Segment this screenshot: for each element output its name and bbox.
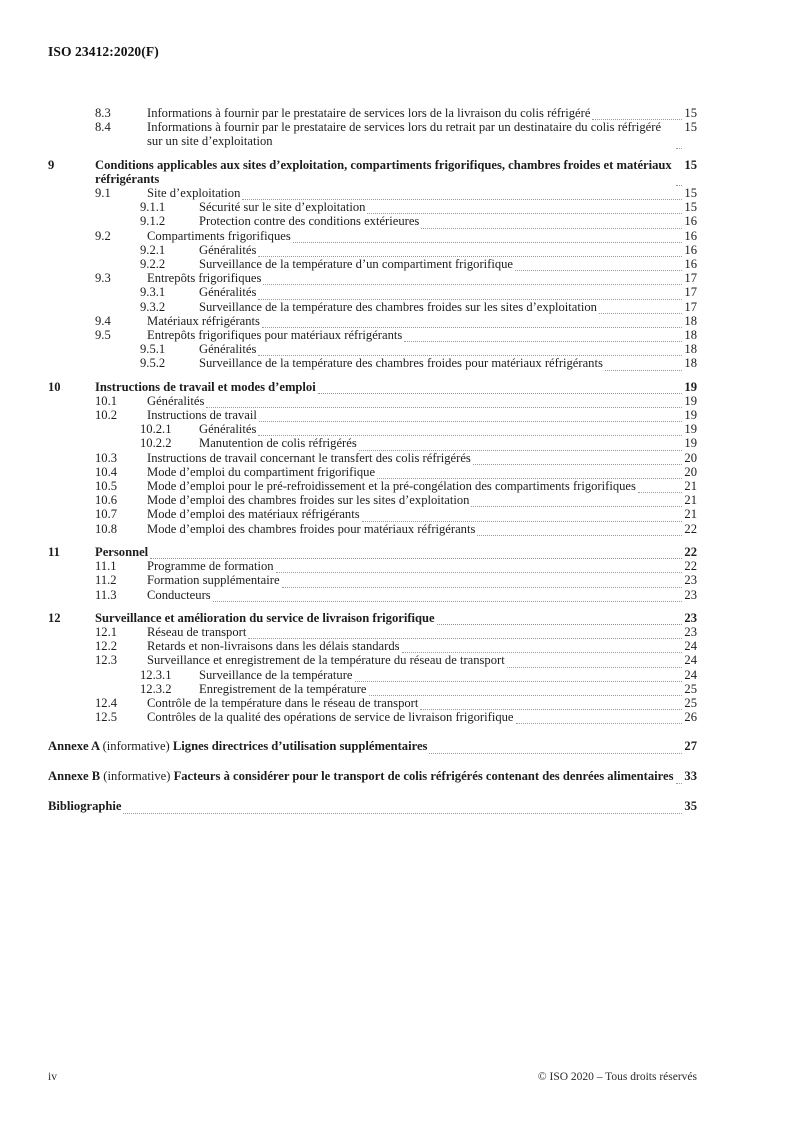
toc-entry-title: Compartiments frigorifiques (147, 228, 291, 243)
toc-leader-dots (515, 261, 682, 271)
toc-entry-title: Surveillance de la température d’un compartiment frigorifique (199, 257, 514, 272)
toc-entry-body (147, 394, 697, 408)
toc-entry-page: 26 (684, 710, 697, 725)
toc-entry-title: Retards et non-livraisons dans les délais standards (147, 639, 400, 654)
toc-entry-number: 12.4 (95, 695, 118, 710)
toc-annex-title: Facteurs à considérer pour le transport de colis réfrigérés contenant des denrées alimentaires (170, 769, 674, 784)
toc-entry-body (147, 573, 697, 587)
toc-entry-number: 12.1 (95, 624, 118, 639)
toc-annex-body (48, 769, 697, 784)
toc-entry-number: 10.6 (95, 493, 118, 508)
toc-entry-title: Formation supplémentaire (147, 573, 280, 588)
toc-entry[interactable] (48, 668, 697, 682)
toc-annex-prefix: Annexe A (48, 739, 103, 754)
toc-entry[interactable] (48, 243, 697, 257)
toc-entry-title: Surveillance et amélioration du service de livraison frigorifique (95, 610, 435, 625)
table-of-contents (48, 106, 697, 814)
toc-entry-page: 19 (684, 379, 697, 394)
toc-leader-dots (293, 233, 683, 243)
toc-entry-number: 9.3 (95, 271, 111, 286)
toc-entry[interactable] (48, 285, 697, 299)
toc-entry-number: 11.2 (95, 573, 117, 588)
toc-annex-page: 33 (684, 769, 697, 784)
toc-leader-dots (359, 441, 683, 451)
toc-entry-page: 23 (684, 624, 697, 639)
toc-entry-page: 15 (684, 120, 697, 135)
toc-leader-dots (421, 219, 682, 229)
toc-entry-body (147, 588, 697, 602)
toc-entry-body (147, 696, 697, 710)
toc-leader-dots (213, 592, 683, 602)
toc-entry-number: 10.3 (95, 450, 118, 465)
toc-entry-page: 18 (684, 328, 697, 343)
toc-entry-body (147, 710, 697, 724)
toc-entry[interactable] (48, 328, 697, 342)
toc-leader-dots (676, 176, 682, 186)
toc-entry-page: 23 (684, 610, 697, 625)
toc-leader-dots (355, 672, 683, 682)
toc-leader-dots (276, 563, 683, 573)
toc-entry-title: Mode d’emploi des chambres froides pour matériaux réfrigérants (147, 521, 476, 536)
toc-entry-title: Surveillance et enregistrement de la température du réseau de transport (147, 653, 505, 668)
toc-entry-body (199, 257, 697, 271)
toc-entry-title: Mode d’emploi pour le pré-refroidissement et la pré-congélation des compartiments frigorifiques (147, 479, 636, 494)
toc-entry-body (199, 200, 697, 214)
toc-entry[interactable] (48, 696, 697, 710)
toc-entry-number: 9.1.1 (140, 200, 166, 215)
toc-entry[interactable] (48, 545, 697, 559)
toc-entry-title: Instructions de travail et modes d’emploi (95, 379, 316, 394)
toc-annex-body (48, 739, 697, 754)
toc-entry-page: 23 (684, 587, 697, 602)
toc-entry-number: 8.4 (95, 120, 111, 135)
toc-leader-dots (206, 398, 682, 408)
toc-leader-dots (258, 426, 682, 436)
toc-entry-title: Protection contre des conditions extérieures (199, 214, 420, 229)
toc-entry-title: Enregistrement de la température (199, 681, 367, 696)
toc-leader-dots (318, 384, 683, 394)
toc-entry-page: 19 (684, 422, 697, 437)
toc-entry-page: 21 (684, 479, 697, 494)
toc-leader-dots (638, 483, 683, 493)
toc-entry-body (147, 328, 697, 342)
toc-annex-title-wrap (48, 769, 674, 784)
toc-leader-dots (282, 578, 683, 588)
toc-entry[interactable] (48, 653, 697, 667)
toc-bibliography-page: 35 (684, 799, 697, 814)
toc-entry[interactable] (48, 559, 697, 573)
toc-entry-title: Sécurité sur le site d’exploitation (199, 200, 366, 215)
toc-entry-title: Contrôle de la température dans le réseau de transport (147, 695, 419, 710)
toc-entry-number: 12.2 (95, 639, 118, 654)
toc-leader-dots (592, 110, 682, 120)
toc-entry-title: Personnel (95, 544, 149, 559)
toc-entry-page: 24 (684, 653, 697, 668)
toc-entry-page: 19 (684, 436, 697, 451)
toc-entry[interactable] (48, 625, 697, 639)
toc-entry-number: 9.1 (95, 186, 111, 201)
toc-entry-body (147, 120, 697, 148)
toc-entry-title: Mode d’emploi du compartiment frigorifique (147, 464, 376, 479)
toc-leader-dots (437, 615, 683, 625)
toc-entry[interactable] (48, 465, 697, 479)
toc-entry-body (147, 507, 697, 521)
toc-entry-title: Informations à fournir par le prestataire de services lors de la livraison du colis réfrigéré (147, 106, 591, 120)
toc-entry[interactable] (48, 611, 697, 625)
toc-entry-title: Surveillance de la température (199, 667, 353, 682)
toc-entry-body (199, 214, 697, 228)
toc-entry-title: Instructions de travail concernant le transfert des colis réfrigérés (147, 450, 471, 465)
toc-annex-prefix: Annexe B (48, 769, 104, 784)
toc-leader-dots (471, 497, 682, 507)
toc-entry-body (95, 380, 697, 394)
toc-entry-page: 24 (684, 667, 697, 682)
toc-entry-number: 9.2.1 (140, 242, 166, 257)
toc-entry-body (199, 342, 697, 356)
toc-entry-page: 24 (684, 639, 697, 654)
toc-entry[interactable] (48, 186, 697, 200)
toc-entry-body (147, 522, 697, 536)
toc-entry-body (147, 314, 697, 328)
toc-entry-page: 18 (684, 342, 697, 357)
toc-entry-number: 10.2.1 (140, 422, 172, 437)
toc-leader-dots (429, 744, 682, 754)
toc-entry-page: 17 (684, 285, 697, 300)
toc-entry-page: 19 (684, 393, 697, 408)
toc-entry[interactable] (48, 408, 697, 422)
toc-entry-page: 21 (684, 507, 697, 522)
toc-entry-body (147, 479, 697, 493)
toc-entry-title: Généralités (199, 285, 257, 300)
toc-leader-dots (369, 686, 683, 696)
toc-entry-title: Instructions de travail (147, 408, 257, 423)
toc-entry-body (147, 186, 697, 200)
toc-entry-title: Programme de formation (147, 559, 274, 574)
toc-leader-dots (402, 643, 683, 653)
toc-entry-number: 12 (48, 610, 61, 625)
toc-entry[interactable] (48, 507, 697, 521)
toc-entry-number: 10.1 (95, 393, 118, 408)
toc-annex-entry[interactable] (48, 769, 697, 784)
toc-entry-page: 22 (684, 544, 697, 559)
toc-leader-dots (258, 247, 682, 257)
toc-entry-number: 9.3.2 (140, 299, 166, 314)
toc-entry-number: 9.5 (95, 328, 111, 343)
toc-leader-dots (242, 190, 682, 200)
footer-page-number: iv (48, 1071, 57, 1083)
toc-entry-number: 10.2.2 (140, 436, 172, 451)
toc-bibliography-body (48, 799, 697, 814)
toc-leader-dots (676, 139, 682, 149)
toc-leader-dots (123, 804, 682, 814)
toc-entry-body (199, 356, 697, 370)
toc-entry-title: Contrôles de la qualité des opérations de service de livraison frigorifique (147, 710, 514, 725)
toc-entry-title: Mode d’emploi des matériaux réfrigérants (147, 507, 360, 522)
toc-leader-dots (605, 361, 683, 371)
toc-entry-number: 10.7 (95, 507, 118, 522)
toc-entry-body (199, 243, 697, 257)
toc-entry-page: 21 (684, 493, 697, 508)
toc-entry-body (199, 668, 697, 682)
toc-entry-number: 9.2 (95, 228, 111, 243)
toc-entry[interactable] (48, 573, 697, 587)
toc-entry-title: Entrepôts frigorifiques (147, 271, 262, 286)
toc-entry-number: 12.3.1 (140, 667, 172, 682)
toc-entry-body (147, 451, 697, 465)
toc-entry-page: 16 (684, 242, 697, 257)
toc-entry-number: 12.3 (95, 653, 118, 668)
toc-entry-number: 9 (48, 157, 55, 172)
toc-entry-number: 10.2 (95, 408, 118, 423)
toc-entry-body (199, 285, 697, 299)
toc-entry-number: 11.1 (95, 559, 117, 574)
toc-entry-page: 15 (684, 186, 697, 201)
toc-leader-dots (362, 512, 683, 522)
toc-entry-body (95, 611, 697, 625)
toc-leader-dots (263, 275, 682, 285)
toc-entry-number: 9.5.1 (140, 342, 166, 357)
toc-entry-body (199, 682, 697, 696)
toc-entry-number: 8.3 (95, 106, 111, 120)
toc-entry[interactable] (48, 380, 697, 394)
toc-entry[interactable] (48, 493, 697, 507)
toc-entry-page: 20 (684, 464, 697, 479)
toc-entry-title: Informations à fournir par le prestataire de services lors du retrait par un destinataire du colis réfrigéré sur un site d’exploitation (147, 120, 662, 149)
toc-entry-page: 25 (684, 695, 697, 710)
toc-leader-dots (507, 658, 683, 668)
toc-leader-dots (367, 204, 682, 214)
toc-entry-body (147, 271, 697, 285)
toc-entry-number: 10.4 (95, 464, 118, 479)
toc-entry-title: Manutention de colis réfrigérés (199, 436, 357, 451)
toc-entry-page: 23 (684, 573, 697, 588)
toc-leader-dots (259, 412, 683, 422)
toc-leader-dots (258, 290, 682, 300)
toc-entry-number: 9.2.2 (140, 257, 166, 272)
toc-entry-number: 12.3.2 (140, 681, 172, 696)
toc-entry-title: Mode d’emploi des chambres froides sur les sites d’exploitation (147, 493, 470, 508)
document-reference-header: ISO 23412:2020(F) (48, 44, 159, 59)
toc-entry-number: 11.3 (95, 587, 117, 602)
toc-entry-page: 22 (684, 521, 697, 536)
toc-entry[interactable] (48, 451, 697, 465)
toc-entry-title: Généralités (147, 393, 205, 408)
toc-entry-body (95, 158, 697, 186)
toc-bibliography-entry[interactable] (48, 799, 697, 814)
toc-entry[interactable] (48, 106, 697, 120)
toc-entry-title: Généralités (199, 242, 257, 257)
toc-entry[interactable] (48, 356, 697, 370)
toc-entry[interactable] (48, 229, 697, 243)
toc-entry-body (147, 465, 697, 479)
toc-entry-body (199, 436, 697, 450)
toc-entry-title: Réseau de transport (147, 624, 247, 639)
toc-entry-page: 16 (684, 257, 697, 272)
toc-entry[interactable] (48, 436, 697, 450)
toc-entry-page: 20 (684, 450, 697, 465)
toc-entry-body (199, 422, 697, 436)
toc-entry[interactable] (48, 214, 697, 228)
toc-entry-page: 16 (684, 228, 697, 243)
toc-entry[interactable] (48, 200, 697, 214)
toc-entry-page: 19 (684, 408, 697, 423)
toc-entry[interactable] (48, 342, 697, 356)
toc-entry[interactable] (48, 394, 697, 408)
toc-entry-title: Conducteurs (147, 587, 211, 602)
toc-leader-dots (377, 469, 682, 479)
toc-leader-dots (477, 526, 682, 536)
toc-entry[interactable] (48, 710, 697, 724)
toc-entry[interactable] (48, 639, 697, 653)
toc-entry-page: 22 (684, 559, 697, 574)
toc-entry-title: Conditions applicables aux sites d’exploitation, compartiments frigorifiques, chambres froides et matériaux réfrigérants (95, 157, 672, 186)
toc-entry-number: 10.8 (95, 521, 118, 536)
toc-entry-page: 15 (684, 200, 697, 215)
toc-entry[interactable] (48, 522, 697, 536)
toc-entry[interactable] (48, 588, 697, 602)
toc-entry-title: Matériaux réfrigérants (147, 313, 260, 328)
toc-entry[interactable] (48, 257, 697, 271)
toc-entry-number: 9.1.2 (140, 214, 166, 229)
toc-entry-page: 18 (684, 356, 697, 371)
toc-leader-dots (516, 714, 683, 724)
toc-entry-title: Généralités (199, 422, 257, 437)
toc-leader-dots (473, 455, 683, 465)
toc-entry[interactable] (48, 682, 697, 696)
toc-entry-body (147, 559, 697, 573)
toc-entry-body (147, 229, 697, 243)
toc-entry-number: 10.5 (95, 479, 118, 494)
toc-entry-page: 16 (684, 214, 697, 229)
toc-leader-dots (258, 346, 682, 356)
toc-entry-title: Entrepôts frigorifiques pour matériaux réfrigérants (147, 328, 403, 343)
toc-annex-page: 27 (684, 739, 697, 754)
toc-leader-dots (676, 774, 683, 784)
toc-bibliography-title: Bibliographie (48, 799, 122, 814)
toc-entry-title: Surveillance de la température des chambres froides sur les sites d’exploitation (199, 299, 597, 314)
toc-entry-page: 17 (684, 299, 697, 314)
toc-entry[interactable] (48, 422, 697, 436)
toc-leader-dots (404, 332, 682, 342)
toc-entry-body (147, 653, 697, 667)
toc-entry-number: 11 (48, 544, 60, 559)
toc-entry-page: 15 (684, 106, 697, 120)
toc-entry-page: 25 (684, 681, 697, 696)
toc-entry-body (147, 493, 697, 507)
toc-entry[interactable] (48, 271, 697, 285)
toc-entry[interactable] (48, 300, 697, 314)
toc-entry-title: Site d’exploitation (147, 186, 241, 201)
toc-entry-number: 12.5 (95, 710, 118, 725)
toc-annex-qualifier: (informative) (102, 739, 170, 754)
toc-annex-title-wrap (48, 739, 427, 754)
toc-entry-body (147, 408, 697, 422)
toc-entry-title: Surveillance de la température des chambres froides pour matériaux réfrigérants (199, 356, 603, 371)
toc-entry-body (147, 639, 697, 653)
toc-leader-dots (420, 700, 682, 710)
toc-entry-number: 10 (48, 379, 61, 394)
toc-annex-entry[interactable] (48, 739, 697, 754)
toc-leader-dots (248, 629, 682, 639)
toc-entry[interactable] (48, 120, 697, 148)
toc-entry-title: Généralités (199, 342, 257, 357)
toc-entry-number: 9.4 (95, 313, 111, 328)
toc-entry-page: 17 (684, 271, 697, 286)
toc-annex-title: Lignes directrices d’utilisation supplémentaires (169, 739, 428, 754)
toc-entry-body (147, 625, 697, 639)
toc-entry[interactable] (48, 314, 697, 328)
toc-leader-dots (262, 318, 682, 328)
toc-entry[interactable] (48, 479, 697, 493)
toc-entry[interactable] (48, 158, 697, 186)
toc-entry-number: 9.3.1 (140, 285, 166, 300)
toc-entry-body (199, 300, 697, 314)
toc-entry-page: 18 (684, 313, 697, 328)
toc-entry-body (95, 545, 697, 559)
toc-entry-page: 15 (684, 157, 697, 172)
toc-entry-body (147, 106, 697, 120)
toc-leader-dots (150, 549, 682, 559)
toc-annex-qualifier: (informative) (103, 769, 171, 784)
footer-copyright: © ISO 2020 – Tous droits réservés (537, 1071, 697, 1083)
toc-leader-dots (599, 304, 682, 314)
toc-entry-number: 9.5.2 (140, 356, 166, 371)
